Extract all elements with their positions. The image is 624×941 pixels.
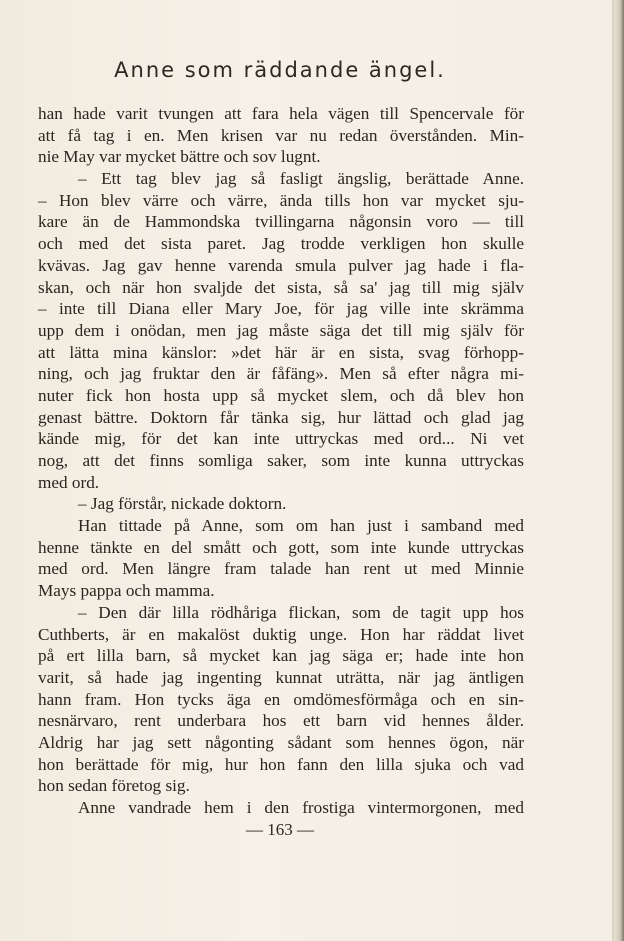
text-line: – Hon blev värre och värre, ända tills hon var mycket sju- [38,190,524,210]
text-line: Aldrig har jag sett någonting sådant som hennes ögon, när [38,732,524,752]
text-line: – Jag förstår, nickade doktorn. [78,494,287,514]
text-line: – Den där lilla rödhåriga flickan, som de tagit upp hos [78,602,524,622]
text-line: med ord. [38,472,100,492]
text-line: på ert lilla barn, så mycket kan jag säga er; hade inte hon [38,646,524,666]
text-line: genast bättre. Doktorn får tänka sig, hur lättad och glad jag [38,407,524,427]
text-line: varit, så hade jag ingenting kunnat uträtta, när jag äntligen [38,667,524,687]
text-line: upp dem i onödan, men jag måste säga det till mig själv för [38,320,524,340]
text-line: kare än de Hammondska tvillingarna någonsin voro — till [38,212,524,232]
text-line: och med det sista paret. Jag trodde verkligen hon skulle [38,234,524,254]
text-line: att få tag i en. Men krisen var nu redan överstånden. Min- [38,125,524,145]
text-line: ning, och jag fruktar den är fåfäng». Men så efter några mi- [38,364,524,384]
text-line: kände mig, för det kan inte uttryckas med ord... Ni vet [38,429,524,449]
book-spine-edge [614,0,624,941]
text-line: hon sedan företog sig. [38,776,190,796]
text-line: att lätta mina känslor: »det här är en sista, svag förhopp- [38,342,524,362]
text-line: nog, att det finns somliga saker, som inte kunna uttryckas [38,451,524,470]
body-text [38,103,524,819]
text-line: nesnärvaro, rent underbara hos ett barn vid hennes ålder. [38,711,524,731]
text-line: Cuthberts, är en makalöst duktig unge. Hon har räddat livet [38,624,524,644]
text-line: han hade varit tvungen att fara hela vägen till Spencervale för [38,104,524,123]
text-line: skan, och när hon svaljde det sista, så sa' jag till mig själv [38,277,524,297]
text-line: – inte till Diana eller Mary Joe, för jag ville inte skrämma [38,299,524,319]
text-line: kvävas. Jag gav henne varenda smula pulver jag hade i fla- [38,255,524,275]
text-line: med ord. Men längre fram talade han rent ut med Minnie [38,559,524,579]
text-line: Han tittade på Anne, som om han just i samband med [78,516,524,536]
text-line: – Ett tag blev jag så fasligt ängslig, berättade Anne. [78,169,524,189]
page-number: — 163 — [246,820,314,839]
text-line: Mays pappa och mamma. [38,581,215,601]
text-line: nie May var mycket bättre och sov lugnt. [38,147,321,167]
text-line: hon berättade för mig, hur hon fann den lilla sjuka och vad [38,754,524,774]
text-line: hann fram. Hon tycks äga en omdömesförmåga och en sin- [38,689,524,709]
text-line: henne tänkte en del smått och gott, som inte kunde uttryckas [38,537,524,557]
running-header: Anne som räddande ängel. [114,58,446,82]
text-line: nuter fick hon hosta upp så mycket slem, och då blev hon [38,385,524,405]
text-line: Anne vandrade hem i den frostiga vintermorgonen, med [78,798,524,817]
